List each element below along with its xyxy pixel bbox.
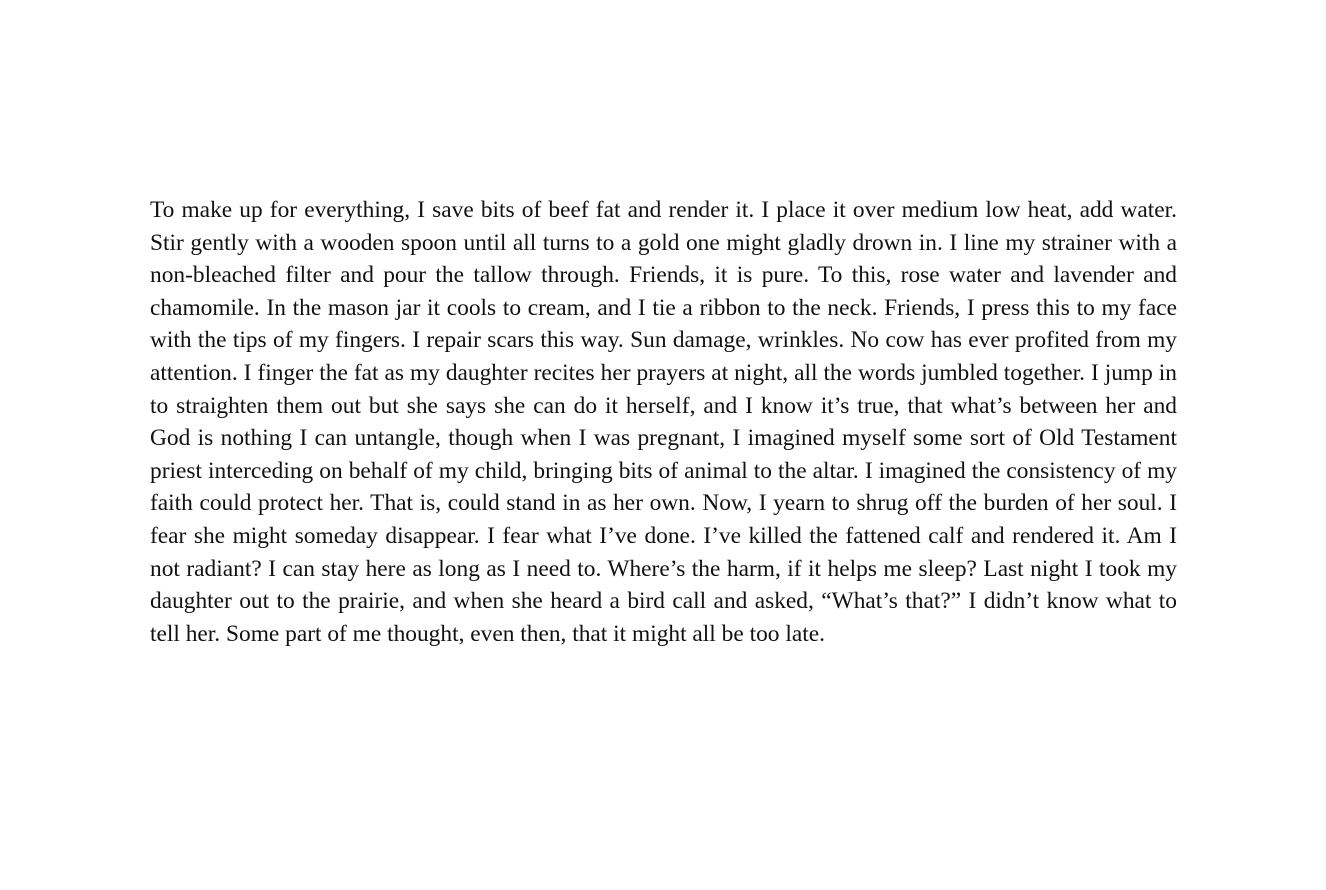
body-paragraph: To make up for everything, I save bits of beef fat and render it. I place it over medium low heat, add water. Stir gently with a wooden spoon until all turns to a gold one might gladly drown in. I line my strainer with a non-bleached filter and pour the tallow through. Friends, it is pure. To this, rose water and lavender and chamomile. In the mason jar it cools to cream, and I tie a ribbon to the neck. Friends, I press this to my face with the tips of my fingers. I repair scars this way. Sun damage, wrinkles. No cow has ever profited from my attention. I finger the fat as my daughter recites her prayers at night, all the words jumbled together. I jump in to straighten them out but she says she can do it herself, and I know it’s true, that what’s between her and God is nothing I can untangle, though when I was pregnant, I imagined myself some sort of Old Testament priest interceding on behalf of my child, bringing bits of animal to the altar. I imagined the consistency of my faith could protect her. That is, could stand in as her own. Now, I yearn to shrug off the burden of her soul. I fear she might someday disappear. I fear what I’ve done. I’ve killed the fattened calf and rendered it. Am I not radiant? I can stay here as long as I need to. Where’s the harm, if it helps me sleep? Last night I took my daughter out to the prairie, and when she heard a bird call and asked, “What’s that?” I didn’t know what to tell her. Some part of me thought, even then, that it might all be too late. (150, 197, 1177, 647)
